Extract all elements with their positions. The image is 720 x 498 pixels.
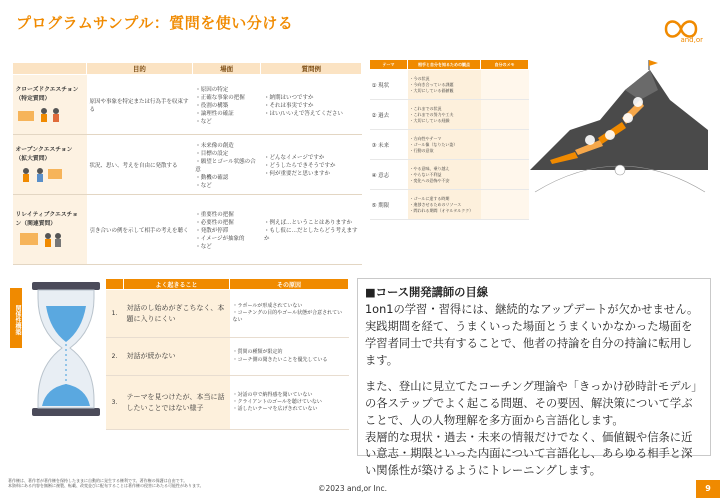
memo-cell[interactable] bbox=[481, 70, 529, 100]
box-paragraph: また、登山に見立てたコーチング理論や「きっかけ砂時計モデル」の各ステップでよく起こる問題、その要因、解決策について学ぶことで、人の人物理解を多方面から言語化します。 bbox=[365, 379, 703, 427]
list-item: ・ これまでの状況 bbox=[410, 106, 479, 112]
mountain-climb-illustration-icon bbox=[530, 60, 708, 218]
footnote bbox=[8, 478, 204, 488]
list-item: ・ など bbox=[195, 242, 258, 250]
problem-cell: 対話が続かない bbox=[124, 338, 230, 376]
viewpoint-cell bbox=[408, 130, 481, 160]
row-title: リレイティブクエスチョン（関連質問） bbox=[15, 212, 78, 227]
hourglass-icon bbox=[26, 278, 106, 420]
header-viewpoint: 相手と自分を知るための観点 bbox=[408, 60, 481, 70]
list-item: ・ イメージが抽象的 bbox=[195, 234, 258, 242]
list-item: ・ やる意味、乗り越え bbox=[410, 166, 479, 172]
list-item: ・ 問われる期間（オヤルタルクク） bbox=[410, 208, 479, 214]
box-title: ■コース開発講師の目線 bbox=[365, 286, 489, 299]
table-row bbox=[370, 100, 529, 130]
page-number: 9 bbox=[696, 480, 720, 498]
slide-title: プログラムサンプル：質問を使い分ける bbox=[16, 14, 294, 32]
list-item: ・ 納期はいつですか bbox=[264, 93, 359, 101]
row-head bbox=[13, 195, 87, 265]
header-memo: 自分のメモ bbox=[481, 60, 529, 70]
list-item: ・ 発散が停滞 bbox=[195, 226, 258, 234]
list-item: ・ 大切にしている経験 bbox=[410, 118, 479, 124]
table-row bbox=[106, 290, 349, 338]
people-illustration-icon bbox=[16, 165, 64, 183]
problem-cell: テーマを見つけたが、本当に話したいことではない様子 bbox=[124, 376, 230, 430]
theme-label: ⑤ 期限 bbox=[370, 190, 408, 220]
header-theme: テーマ bbox=[370, 60, 408, 70]
list-item: ・ 今向き合っている課題 bbox=[410, 82, 479, 88]
memo-cell[interactable] bbox=[481, 190, 529, 220]
list-item: ・ 大切にしている価値観 bbox=[410, 88, 479, 94]
header-problem: よく起きること bbox=[124, 279, 230, 290]
footnote-line: 本資料にある内容を無断に複製、転載、改変並びに配布することは著作権の侵害にあたる可能性があります。 bbox=[8, 483, 204, 489]
people-illustration-icon bbox=[16, 105, 64, 123]
list-item: ・ 何が重要だと思いますか bbox=[264, 169, 359, 177]
list-item: ・ これまでの努力や工夫 bbox=[410, 112, 479, 118]
header-examples: 質問例 bbox=[261, 63, 362, 75]
side-label: 関係性構築 bbox=[10, 288, 22, 348]
table-row bbox=[13, 75, 362, 135]
memo-cell[interactable] bbox=[481, 130, 529, 160]
cause-cell bbox=[230, 376, 349, 430]
header-purpose: 目的 bbox=[87, 63, 193, 75]
list-item: ・ 例えば…ということはありますか bbox=[264, 218, 359, 226]
memo-cell[interactable] bbox=[481, 160, 529, 190]
table-row bbox=[13, 195, 362, 265]
scene-cell bbox=[192, 75, 261, 135]
row-head bbox=[13, 75, 87, 135]
copyright: ©2023 and,or Inc. bbox=[318, 484, 387, 493]
list-item: ・ 行動の意欲 bbox=[410, 148, 479, 154]
table-corner bbox=[106, 279, 124, 290]
viewpoint-cell bbox=[408, 190, 481, 220]
row-title: クローズドクエスチョン（特定質問） bbox=[15, 87, 79, 102]
scene-cell bbox=[192, 195, 261, 265]
list-item: ・ 変化への恐怖や不安 bbox=[410, 178, 479, 184]
example-cell bbox=[261, 195, 362, 265]
logo-text: and,or bbox=[680, 36, 703, 44]
list-item: ・ ラポールが形成されていない bbox=[233, 303, 346, 310]
people-illustration-icon bbox=[16, 230, 64, 248]
table-row bbox=[13, 135, 362, 195]
list-item: ・ 論理性の確証 bbox=[195, 109, 258, 117]
list-item: ・ 願望とゴール状態の合意 bbox=[195, 157, 258, 173]
theme-label: ② 過去 bbox=[370, 100, 408, 130]
list-item: ・ 進捗させるためのリソース bbox=[410, 202, 479, 208]
row-number: 3. bbox=[106, 376, 124, 430]
list-item: ・ もし仮に…だとしたらどう考えますか bbox=[264, 226, 359, 242]
table-corner bbox=[13, 63, 87, 75]
table-row bbox=[106, 376, 349, 430]
cause-cell bbox=[230, 290, 349, 338]
box-paragraph: 表層的な現状・過去・未来の情報だけでなく、価値観や信条に近い意志・期限といった内面について言語化し、あらゆる相手と深い関係性が築けるようにトレーニングします。 bbox=[365, 430, 693, 478]
list-item: ・ 重要性の把握 bbox=[195, 210, 258, 218]
list-item: ・ クライアントのゴールを聴けていない bbox=[233, 399, 346, 406]
list-item: ・ 話したいテーマを広げきれていない bbox=[233, 406, 346, 413]
problem-cell: 対話のし始めがぎこちなく、本題に入りにくい bbox=[124, 290, 230, 338]
list-item: ・ 未来像の創造 bbox=[195, 141, 258, 149]
list-item: ・ など bbox=[195, 181, 258, 189]
example-cell bbox=[261, 135, 362, 195]
table-row bbox=[370, 160, 529, 190]
viewpoint-cell bbox=[408, 160, 481, 190]
row-head bbox=[13, 135, 87, 195]
footnote-line: 著作権は、著作者が著作権を保持したままに自動的に発生する権利です。著作権の保護は自由です。 bbox=[8, 478, 188, 483]
purpose-cell: 状況、思い、考えを自由に発散する bbox=[87, 135, 193, 195]
row-number: 2. bbox=[106, 338, 124, 376]
theme-label: ① 現状 bbox=[370, 70, 408, 100]
question-types-table bbox=[12, 62, 362, 265]
header-scene: 場面 bbox=[192, 63, 261, 75]
list-item: ・ など bbox=[195, 117, 258, 125]
theme-label: ③ 未来 bbox=[370, 130, 408, 160]
instructor-perspective-box bbox=[357, 278, 711, 478]
common-problems-table bbox=[105, 278, 349, 430]
list-item: ・ 原因の特定 bbox=[195, 85, 258, 93]
list-item: ・ どうしたらできそうですか bbox=[264, 161, 359, 169]
row-title: オープンクエスチョン（拡大質問） bbox=[15, 147, 73, 162]
scene-cell bbox=[192, 135, 261, 195]
coaching-model-table bbox=[369, 59, 529, 220]
list-item: ・ 方向性やテーマ bbox=[410, 136, 479, 142]
table-row bbox=[370, 130, 529, 160]
theme-label: ④ 意志 bbox=[370, 160, 408, 190]
list-item: ・ 役割の構築 bbox=[195, 101, 258, 109]
list-item: ・ 今の状況 bbox=[410, 76, 479, 82]
box-paragraph: 1on1の学習・習得には、継続的なアップデートが欠かせません。実践期間を経て、うまくいった場面とうまくいかなかった場面を学習者同士で共有することで、他者の持論を自分の持論に転用します。 bbox=[365, 302, 699, 367]
list-item: ・ はい/いいえで答えてください bbox=[264, 109, 359, 117]
list-item: ・ コーチングの目的やゴール状態が合意されていない bbox=[233, 310, 346, 325]
table-row bbox=[370, 70, 529, 100]
example-cell bbox=[261, 75, 362, 135]
list-item: ・ 対話の中で納得感を聞いていない bbox=[233, 392, 346, 399]
list-item: ・ ゴールに達する時期 bbox=[410, 196, 479, 202]
list-item: ・ コーチ側の聞きたいことを優先している bbox=[233, 357, 346, 364]
viewpoint-cell bbox=[408, 70, 481, 100]
memo-cell[interactable] bbox=[481, 100, 529, 130]
list-item: ・ 正確な事象の把握 bbox=[195, 93, 258, 101]
list-item: ・ どんなイメージですか bbox=[264, 153, 359, 161]
list-item: ・ 目標の設定 bbox=[195, 149, 258, 157]
purpose-cell: 原因や事象を特定または行為手を収束する bbox=[87, 75, 193, 135]
list-item: ・ それは事実ですか bbox=[264, 101, 359, 109]
list-item: ・ ゴール像（なりたい姿） bbox=[410, 142, 479, 148]
cause-cell bbox=[230, 338, 349, 376]
purpose-cell: 引き合いの例を示して相手の考えを聴く bbox=[87, 195, 193, 265]
header-cause: その原因 bbox=[230, 279, 349, 290]
list-item: ・ 質問の種類が限定的 bbox=[233, 349, 346, 356]
list-item: ・ 必要性の把握 bbox=[195, 218, 258, 226]
table-row bbox=[106, 338, 349, 376]
list-item: ・ 動機の確認 bbox=[195, 173, 258, 181]
list-item: ・ やらない不利益 bbox=[410, 172, 479, 178]
row-number: 1. bbox=[106, 290, 124, 338]
table-row bbox=[370, 190, 529, 220]
viewpoint-cell bbox=[408, 100, 481, 130]
